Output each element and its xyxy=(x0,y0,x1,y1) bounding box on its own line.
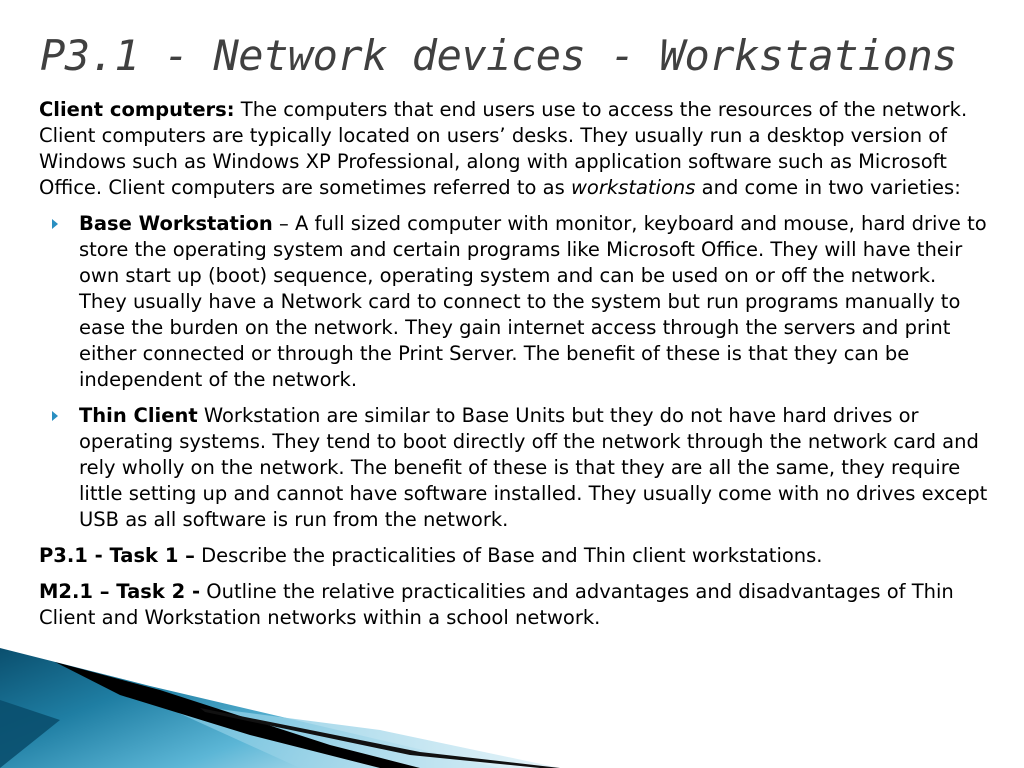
intro-emphasis: workstations xyxy=(570,176,696,199)
task-2-text: Outline the relative practicalities and advantages and disadvantages of Thin Client and Workstation networks within a school network. xyxy=(39,580,954,629)
triangle-bullet-icon xyxy=(52,219,58,229)
task-1-paragraph xyxy=(39,543,989,569)
bullet-text: Workstation are similar to Base Units but they do not have hard drives or operating systems. They tend to boot directly off the network through the network card and rely wholly on the network. The benefit of these is that they are all the same, they require little setting up and cannot have software installed. They usually come with no drives except USB as all software is run from the network. xyxy=(79,404,988,531)
bullet-list xyxy=(39,211,989,533)
bullet-item-thin-client xyxy=(39,403,989,533)
task-2-label: M2.1 – Task 2 - xyxy=(39,580,201,603)
bullet-item-base-workstation xyxy=(39,211,989,393)
task-2-paragraph xyxy=(39,579,989,631)
intro-text-b: and come in two varieties: xyxy=(695,176,961,199)
task-1-text: Describe the practicalities of Base and Thin client workstations. xyxy=(194,544,823,567)
intro-label: Client computers: xyxy=(39,98,235,121)
task-1-label: P3.1 - Task 1 – xyxy=(39,544,195,567)
slide-body xyxy=(39,97,989,641)
bullet-label: Base Workstation xyxy=(79,212,273,235)
triangle-bullet-icon xyxy=(52,411,58,421)
slide-title: P3.1 - Network devices - Workstations xyxy=(40,31,958,80)
intro-paragraph xyxy=(39,97,989,201)
bullet-text: – A full sized computer with monitor, keyboard and mouse, hard drive to store the operating system and certain programs like Microsoft Office. They will have their own start up (boot) sequence, operating system and can be used on or off the network. They usually have a Network card to connect to the system but run programs manually to ease the burden on the network. They gain internet access through the servers and print either connected or through the Print Server. The benefit of these is that they can be independent of the network. xyxy=(79,212,987,391)
intro-text-a: The computers that end users use to access the resources of the network. Client computers are typically located on users’ desks. They usually run a desktop version of Windows such as Windows XP Professional, along with application software such as Microsoft Office. Client computers are sometimes referred to as xyxy=(39,98,968,199)
bullet-label: Thin Client xyxy=(79,404,198,427)
